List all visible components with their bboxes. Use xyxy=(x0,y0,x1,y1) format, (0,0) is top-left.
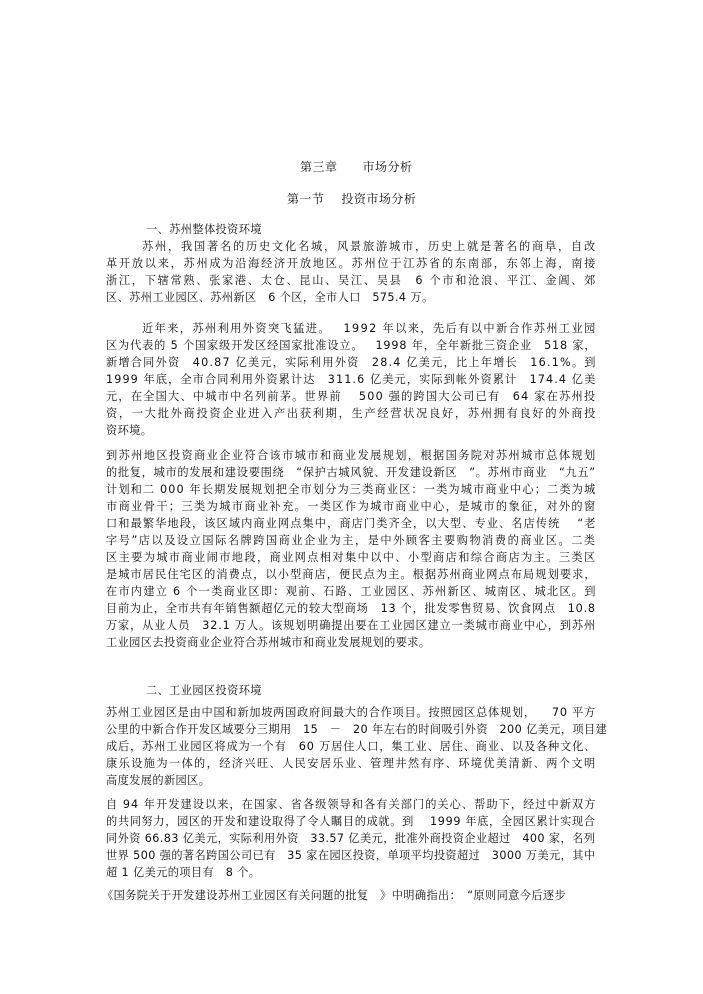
paragraph-line: 的 批 复 ， 城 市 的 发 展 和 建 设 要 围 绕 “ 保 护 古 城 风 貌 、 开 发 建 设 新 区 ” 。 苏 州 市 商 业 “ 九 五 ” xyxy=(106,466,596,479)
paragraph-line: 到 苏 州 地 区 投 资 商 业 企 业 符 合 该 市 城 市 和 商 业 发 展 规 划 ， 根 据 国 务 院 对 苏 州 城 市 总 体 规 划 xyxy=(106,449,596,462)
paragraph-line: 自 9 4 年 开 发 建 设 以 来 ， 在 国 家 、 省 各 级 领 导 和 各 有 关 部 门 的 关 心 、 帮 助 下 ， 经 过 中 新 双 方 xyxy=(106,798,596,811)
paragraph-line: 市 商 业 骨 干 ； 三 类 为 城 市 商 业 补 充 。 一 类 区 作 为 城 市 商 业 中 心 ， 是 城 市 的 象 征 ， 对 外 的 窗 xyxy=(106,500,596,513)
paragraph-line: 公 里 的 中 新 合 作 开 发 区 域 要 分 三 期 用 1 5 － 2 0 年 左 右 的 时 间 吸 引 外 资 2 0 0 亿 美 元 ， 项 目 建 xyxy=(106,723,608,736)
paragraph-line: 成 后 ， 苏 州 工 业 园 区 将 成 为 一 个 有 6 0 万 居 住 人 口 ， 集 工 业 、 居 住 、 商 业 、 以 及 各 种 文 化 、 xyxy=(106,740,596,753)
chapter-title: 第三章 市场分析 xyxy=(300,160,413,174)
paragraph-line: 康 乐 设 施 为 一 体 的 ， 经 济 兴 旺 、 人 民 安 居 乐 业 、 管 理 井 然 有 序 、 环 境 优 美 清 新 、 两 个 文 明 xyxy=(106,757,596,770)
section-heading: 二、工业园区投资环境 xyxy=(146,684,262,697)
paragraph-line: 是 城 市 居 民 住 宅 区 的 消 费 点 ， 以 小 型 商 店 ， 便 民 点 为 主 。 根 据 苏 州 商 业 网 点 布 局 规 划 要 求 ， xyxy=(106,568,596,581)
paragraph-line: 资环境。 xyxy=(106,424,153,437)
paragraph-line: 字 号 ” 店 以 及 设 立 国 际 名 牌 跨 国 商 业 企 业 为 主 ， 是 中 外 顾 客 主 要 购 物 消 费 的 商 业 区 。 二 类 xyxy=(106,534,596,547)
paragraph-line: 高度发展的新园区。 xyxy=(106,774,211,787)
paragraph-line: 计 划 和 二 0 0 0 年 长 期 发 展 规 划 把 全 市 划 分 为 三 类 商 业 区 ： 一 类 为 城 市 商 业 中 心 ； 二 类 为 城 xyxy=(106,483,596,496)
paragraph-line: 1 9 9 9 年 底 ， 全 市 合 同 利 用 外 资 累 计 达 3 1 1 . 6 亿 美 元 ， 实 际 到 帐 外 资 累 计 1 7 4 . 4 亿 美 xyxy=(106,373,596,386)
paragraph-line: 苏 州 工 业 园 区 是 由 中 国 和 新 加 坡 两 国 政 府 间 最 大 的 合 作 项 目 。 按 照 园 区 总 体 规 划 ， 7 0 平 方 xyxy=(106,706,596,719)
paragraph-line: 资 ， 一 大 批 外 商 投 资 企 业 进 入 产 出 获 利 期 ， 生 产 经 营 状 况 良 好 ， 苏 州 拥 有 良 好 的 外 商 投 xyxy=(106,407,596,420)
paragraph-line: 同 外 资 6 6 . 8 3 亿 美 元 ， 实 际 利 用 外 资 3 3 . 5 7 亿 美 元 ， 批 准 外 商 投 资 企 业 超 过 4 0 0 家 ， 名 列 xyxy=(106,832,596,845)
paragraph-line: 苏 州 ， 我 国 著 名 的 历 史 文 化 名 城 ， 风 景 旅 游 城 市 ， 历 史 上 就 是 著 名 的 商 阜 ， 自 改 xyxy=(142,240,596,253)
paragraph-line: 口 和 最 繁 华 地 段 ， 该 区 域 内 商 业 网 点 集 中 ， 商 店 门 类 齐 全 ， 以 大 型 、 专 业 、 名 店 传 统 “ 老 xyxy=(106,517,596,530)
section-heading: 一、苏州整体投资环境 xyxy=(146,223,262,236)
paragraph-line: 的 共 同 努 力 ， 园 区 的 开 发 和 建 设 取 得 了 令 人 瞩 目 的 成 就 。 到 1 9 9 9 年 底 ， 全 园 区 累 计 实 现 合 xyxy=(106,815,596,828)
paragraph-line: 区 为 代 表 的 5 个 国 家 级 开 发 区 经 国 家 批 准 设 立 。 1 9 9 8 年 ， 全 年 新 批 三 资 企 业 5 1 8 家 ， xyxy=(106,339,596,352)
paragraph-line: 工业园区去投资商业企业符合苏州城市和商业发展规划的要求。 xyxy=(106,636,431,649)
paragraph-line: 区、苏州工业园区、苏州新区 6 个区，全市人口 575.4 万。 xyxy=(106,291,434,304)
paragraph-line: 超 1 亿美元的项目有 8 个。 xyxy=(106,866,261,879)
paragraph-line: 近 年 来 ， 苏 州 利 用 外 资 突 飞 猛 进 。 1 9 9 2 年 以 来 ， 先 后 有 以 中 新 合 作 苏 州 工 业 园 xyxy=(142,322,596,335)
paragraph-line: 浙 江 ， 下 辖 常 熟 、 张 家 港 、 太 仓 、 昆 山 、 吴 江 、 吴 县 6 个 市 和 沧 浪 、 平 江 、 金 阊 、 郊 xyxy=(106,274,596,287)
paragraph-line: 目 前 为 止 ， 全 市 共 有 年 销 售 额 超 亿 元 的 较 大 型 商 场 1 3 个 ， 批 发 零 售 贸 易 、 饮 食 网 点 1 0 . 8 xyxy=(106,602,596,615)
paragraph-line: 新 增 合 同 外 资 4 0 . 8 7 亿 美 元 ， 实 际 利 用 外 资 2 8 . 4 亿 美 元 ， 比 上 年 增 长 1 6 . 1 % 。 到 xyxy=(106,356,596,369)
paragraph-line: 万 家 ， 从 业 人 员 3 2 . 1 万 人 。 该 规 划 明 确 提 出 要 在 工 业 园 区 建 立 一 类 城 市 商 业 中 心 ， 到 苏 州 xyxy=(106,619,596,632)
paragraph-line: 《国务院关于开发建设苏州工业园区有关问题的批复 》中明确指出： “原则同意今后逐步 xyxy=(102,889,567,902)
paragraph-line: 元 ， 在 全 国 大 、 中 城 市 中 名 列 前 茅 。 世 界 前 5 0 0 强 的 跨 国 大 公 司 已 有 6 4 家 在 苏 州 投 xyxy=(106,390,596,403)
paragraph-line: 区 主 要 为 城 市 商 业 闹 市 地 段 ， 商 业 网 点 相 对 集 中 以 中 、 小 型 商 店 和 综 合 商 店 为 主 。 三 类 区 xyxy=(106,551,596,564)
paragraph-line: 世 界 5 0 0 强 的 著 名 跨 国 公 司 已 有 3 5 家 在 园 区 投 资 ， 单 项 平 均 投 资 超 过 3 0 0 0 万 美 元 ， 其 中 xyxy=(106,849,596,862)
paragraph-line: 革 开 放 以 来 ， 苏 州 成 为 沿 海 经 济 开 放 地 区 。 苏 州 位 于 江 苏 省 的 东 南 部 ， 东 邻 上 海 ， 南 接 xyxy=(106,257,596,270)
paragraph-line: 在 市 内 建 立 6 个 一 类 商 业 区 即 ： 观 前 、 石 路 、 工 业 园 区 、 苏 州 新 区 、 城 南 区 、 城 北 区 。 到 xyxy=(106,585,596,598)
section-title: 第一节 投资市场分析 xyxy=(287,192,417,206)
